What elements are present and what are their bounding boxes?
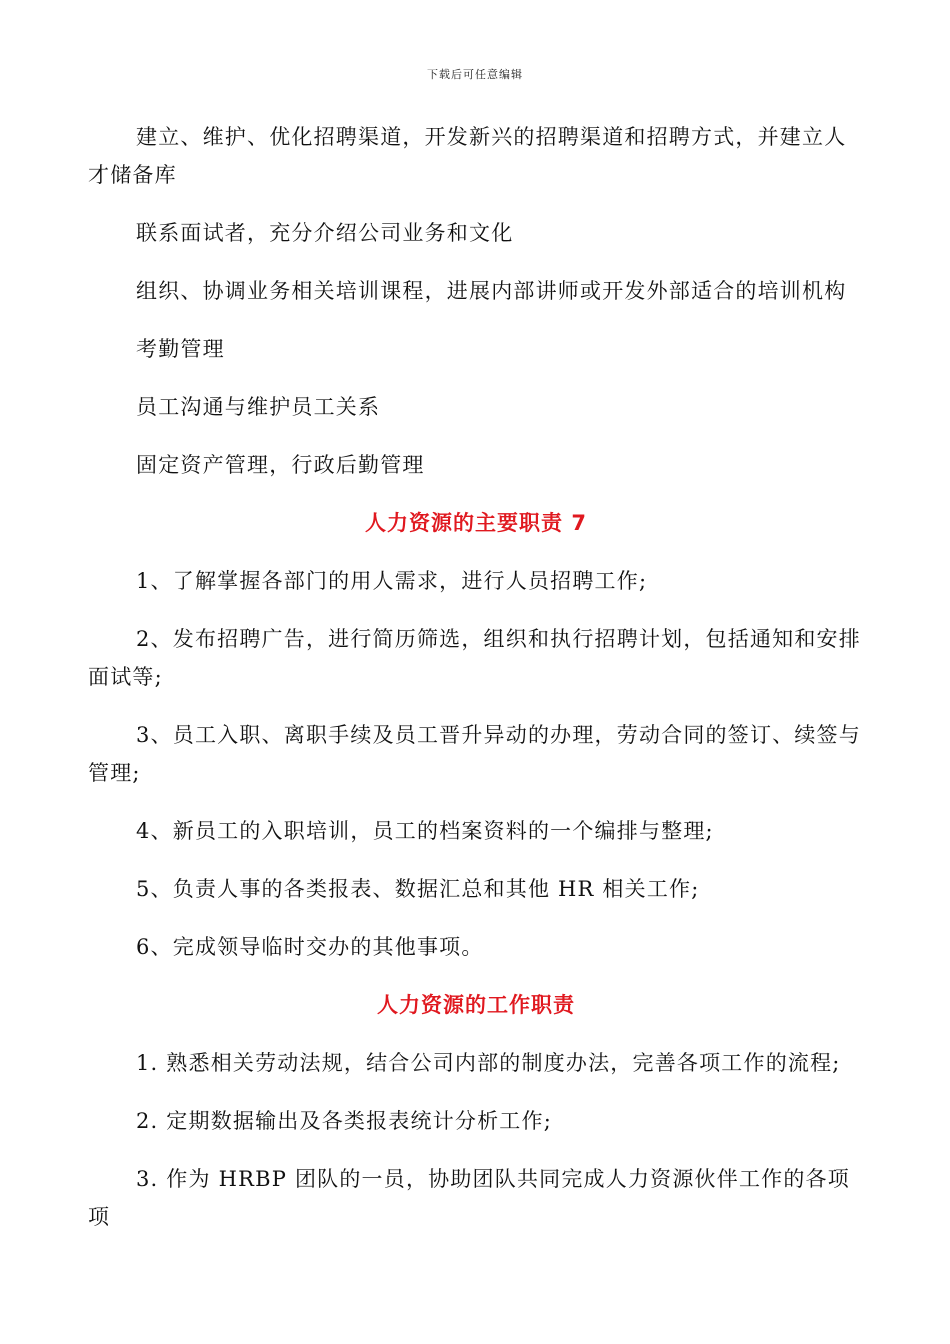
paragraph: 4、新员工的入职培训，员工的档案资料的一个编排与整理;: [136, 819, 714, 843]
paragraph: 联系面试者，充分介绍公司业务和文化: [136, 221, 514, 245]
section-heading: 人力资源的主要职责 7: [365, 511, 587, 535]
document-body: [88, 118, 864, 1256]
page-header: 下载后可任意编辑: [427, 68, 523, 81]
paragraph: 2、发布招聘广告，进行简历筛选，组织和执行招聘计划，包括通知和安排面试等;: [88, 627, 861, 689]
paragraph: 1. 熟悉相关劳动法规，结合公司内部的制度办法，完善各项工作的流程;: [136, 1051, 841, 1075]
paragraph: 员工沟通与维护员工关系: [136, 395, 381, 419]
section-heading: 人力资源的工作职责: [377, 993, 575, 1017]
paragraph: 考勤管理: [136, 337, 225, 361]
paragraph: 5、负责人事的各类报表、数据汇总和其他 HR 相关工作;: [136, 877, 700, 901]
paragraph: 固定资产管理，行政后勤管理: [136, 453, 425, 477]
paragraph: 建立、维护、优化招聘渠道，开发新兴的招聘渠道和招聘方式，并建立人才储备库: [88, 125, 847, 187]
paragraph: 1、了解掌握各部门的用人需求，进行人员招聘工作;: [136, 569, 648, 593]
paragraph: 2. 定期数据输出及各类报表统计分析工作;: [136, 1109, 552, 1133]
paragraph: 3. 作为 HRBP 团队的一员，协助团队共同完成人力资源伙伴工作的各项项: [88, 1167, 850, 1229]
paragraph: 6、完成领导临时交办的其他事项。: [136, 935, 484, 959]
paragraph: 3、员工入职、离职手续及员工晋升异动的办理，劳动合同的签订、续签与管理;: [88, 723, 861, 785]
paragraph: 组织、协调业务相关培训课程，进展内部讲师或开发外部适合的培训机构: [136, 279, 847, 303]
